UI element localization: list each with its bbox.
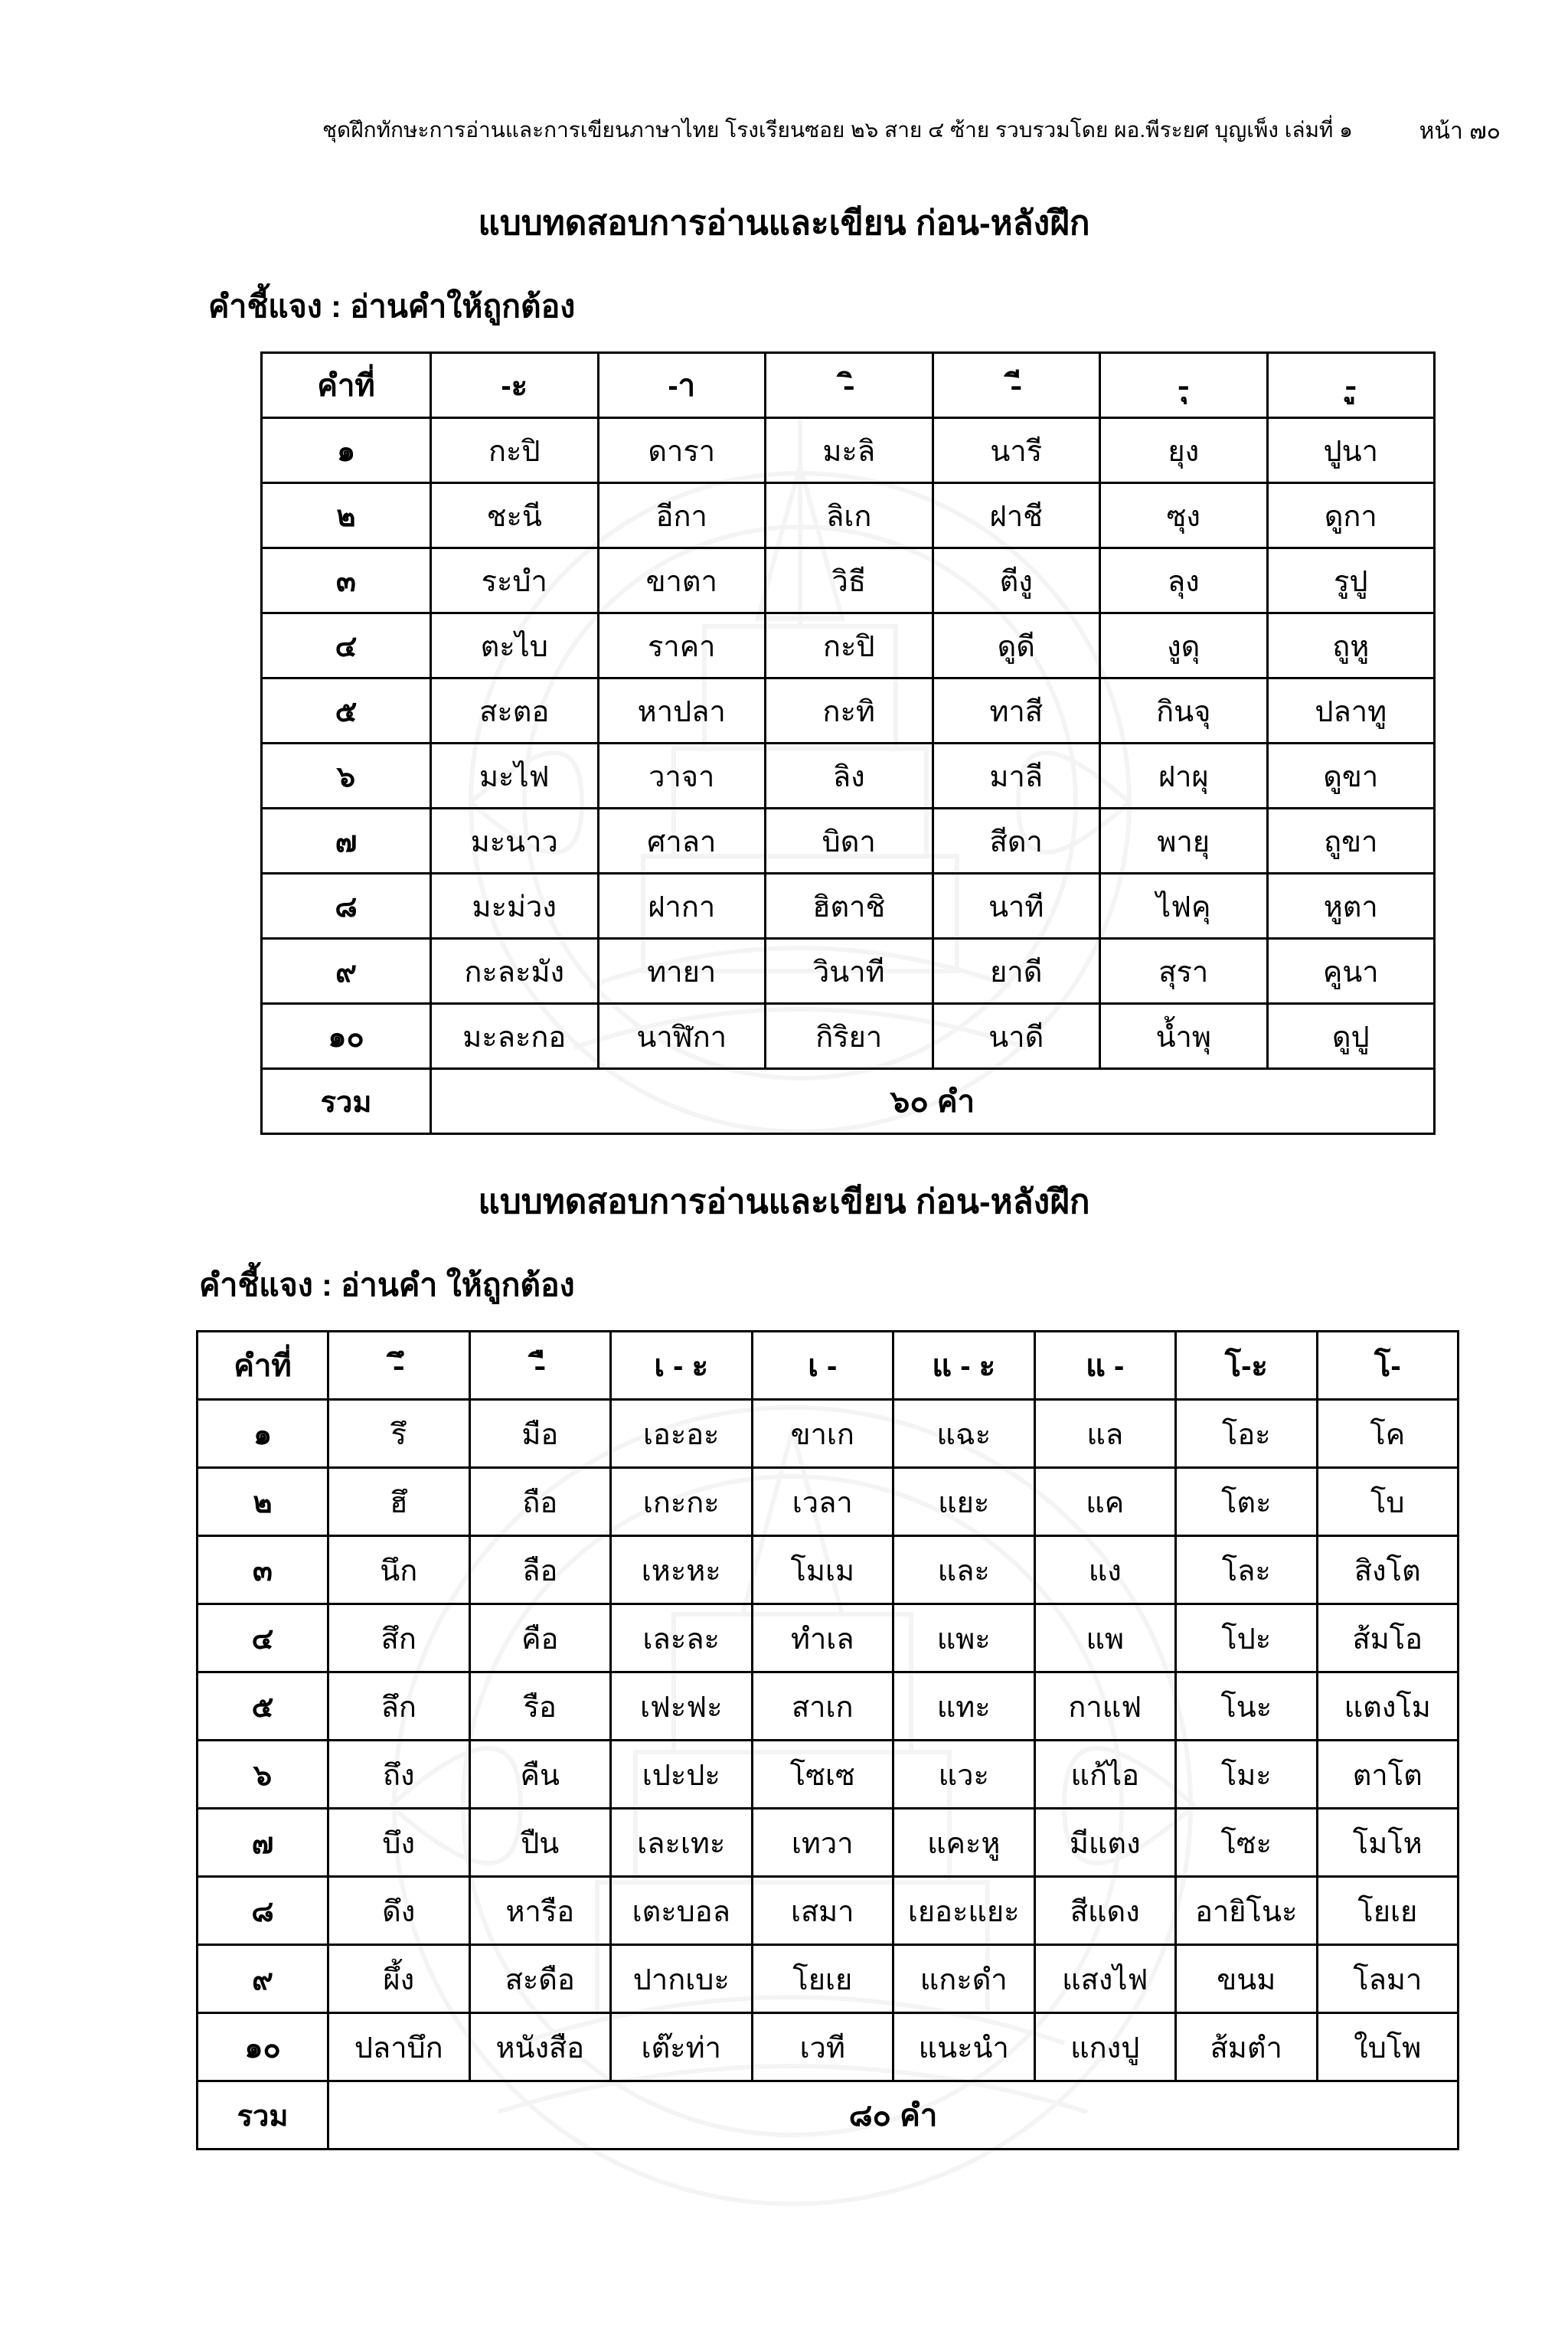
row-number: ๖	[198, 1741, 328, 1809]
word-cell: ลุง	[1100, 548, 1268, 613]
table-row	[262, 613, 1435, 678]
word-cell: ลือ	[469, 1536, 611, 1604]
word-cell: ดูดี	[933, 613, 1100, 678]
col-header-vowel: เ -	[752, 1332, 893, 1400]
word-cell: มะม่วง	[431, 874, 599, 939]
table-row	[198, 1604, 1459, 1672]
word-cell: มีแตง	[1034, 1809, 1176, 1877]
total-row	[198, 2081, 1459, 2150]
col-header-vowel: แ -	[1034, 1332, 1176, 1400]
word-cell: เตะบอล	[611, 1877, 753, 1945]
total-label: รวม	[262, 1069, 431, 1134]
word-cell: เวที	[752, 2013, 893, 2081]
word-cell: แนะนำ	[893, 2013, 1035, 2081]
page	[0, 113, 1568, 2150]
word-cell: นาที	[933, 874, 1100, 939]
word-cell: น้ำพุ	[1100, 1004, 1268, 1069]
table-row	[262, 483, 1435, 548]
word-cell: คืน	[469, 1741, 611, 1809]
word-cell: ซุง	[1100, 483, 1268, 548]
word-cell: ปูนา	[1267, 418, 1435, 483]
row-number: ๕	[198, 1672, 328, 1741]
row-number: ๖	[262, 744, 431, 809]
word-cell: โมะ	[1176, 1741, 1318, 1809]
word-cell: มาลี	[933, 744, 1100, 809]
word-cell: สีแดง	[1034, 1877, 1176, 1945]
pretest-table-compound-vowels	[196, 1330, 1459, 2150]
word-cell: มะลิ	[766, 418, 933, 483]
word-cell: ไฟคุ	[1100, 874, 1268, 939]
word-cell: ปลาบึก	[328, 2013, 470, 2081]
word-cell: สุรา	[1100, 939, 1268, 1004]
word-cell: ฝาผุ	[1100, 744, 1268, 809]
word-cell: โมโห	[1317, 1809, 1459, 1877]
table-row	[262, 874, 1435, 939]
word-cell: มือ	[469, 1400, 611, 1468]
row-number: ๑๐	[198, 2013, 328, 2081]
word-cell: แทะ	[893, 1672, 1035, 1741]
word-cell: โซเซ	[752, 1741, 893, 1809]
col-header-vowel: -า	[598, 353, 766, 418]
col-header-vowel: -ื	[469, 1332, 611, 1400]
word-cell: มะละกอ	[431, 1004, 599, 1069]
word-cell: กินจุ	[1100, 678, 1268, 744]
row-number: ๕	[262, 678, 431, 744]
word-cell: แตงโม	[1317, 1672, 1459, 1741]
table-row	[198, 1672, 1459, 1741]
word-cell: แยะ	[893, 1468, 1035, 1536]
row-number: ๑	[198, 1400, 328, 1468]
word-cell: ขนม	[1176, 1945, 1318, 2013]
word-cell: ปากเบะ	[611, 1945, 753, 2013]
total-value: ๘๐ คำ	[328, 2081, 1459, 2150]
header-row	[262, 353, 1435, 418]
row-number: ๘	[198, 1877, 328, 1945]
table-row	[198, 2013, 1459, 2081]
word-cell: ฮึ	[328, 1468, 470, 1536]
word-cell: นาดี	[933, 1004, 1100, 1069]
table-row	[198, 1468, 1459, 1536]
word-cell: ปลาทู	[1267, 678, 1435, 744]
table-row	[262, 678, 1435, 744]
col-header-vowel: -ะ	[431, 353, 599, 418]
header-text: ชุดฝึกทักษะการอ่านและการเขียนภาษาไทย โรงเรียนซอย ๒๖ สาย ๔ ซ้าย รวบรวมโดย ผอ.พีระยศ บุญเพ็ง เล่มที่ ๑	[322, 118, 1353, 142]
word-cell: กิริยา	[766, 1004, 933, 1069]
col-header-vowel: -ึ	[328, 1332, 470, 1400]
word-cell: โตะ	[1176, 1468, 1318, 1536]
document-header	[0, 113, 1568, 147]
word-cell: สะตอ	[431, 678, 599, 744]
word-cell: แฉะ	[893, 1400, 1035, 1468]
total-label: รวม	[198, 2081, 328, 2150]
word-cell: กะปิ	[766, 613, 933, 678]
word-cell: โยเย	[1317, 1877, 1459, 1945]
word-cell: หนังสือ	[469, 2013, 611, 2081]
word-cell: ตาโต	[1317, 1741, 1459, 1809]
word-cell: โอะ	[1176, 1400, 1318, 1468]
word-cell: เยอะแยะ	[893, 1877, 1035, 1945]
word-cell: นึก	[328, 1536, 470, 1604]
row-number: ๘	[262, 874, 431, 939]
word-cell: รูปู	[1267, 548, 1435, 613]
word-cell: แกงปู	[1034, 2013, 1176, 2081]
word-cell: สึก	[328, 1604, 470, 1672]
word-cell: งูดุ	[1100, 613, 1268, 678]
header-row	[198, 1332, 1459, 1400]
word-cell: ปืน	[469, 1809, 611, 1877]
word-cell: ชะนี	[431, 483, 599, 548]
table-row	[262, 809, 1435, 874]
row-number: ๑	[262, 418, 431, 483]
word-cell: โซะ	[1176, 1809, 1318, 1877]
word-cell: มะไฟ	[431, 744, 599, 809]
word-cell: ขาตา	[598, 548, 766, 613]
row-number: ๙	[198, 1945, 328, 2013]
word-cell: ดูขา	[1267, 744, 1435, 809]
table-row	[262, 744, 1435, 809]
word-cell: ใบโพ	[1317, 2013, 1459, 2081]
table-row	[198, 1945, 1459, 2013]
col-header-vowel: โ-ะ	[1176, 1332, 1318, 1400]
total-value: ๖๐ คำ	[431, 1069, 1435, 1134]
word-cell: ผึ้ง	[328, 1945, 470, 2013]
table-row	[198, 1536, 1459, 1604]
row-number: ๗	[198, 1809, 328, 1877]
col-header-vowel: โ-	[1317, 1332, 1459, 1400]
word-cell: โค	[1317, 1400, 1459, 1468]
word-cell: เหะหะ	[611, 1536, 753, 1604]
word-cell: ยาดี	[933, 939, 1100, 1004]
word-cell: เฟะฟะ	[611, 1672, 753, 1741]
row-number: ๔	[262, 613, 431, 678]
word-cell: แง	[1034, 1536, 1176, 1604]
word-cell: และ	[893, 1536, 1035, 1604]
word-cell: ถูหู	[1267, 613, 1435, 678]
row-number: ๑๐	[262, 1004, 431, 1069]
word-cell: ระบำ	[431, 548, 599, 613]
word-cell: แวะ	[893, 1741, 1035, 1809]
word-cell: โลมา	[1317, 1945, 1459, 2013]
word-cell: แก้ไอ	[1034, 1741, 1176, 1809]
word-cell: เกะกะ	[611, 1468, 753, 1536]
col-header-vowel: -ิ	[766, 353, 933, 418]
word-cell: โละ	[1176, 1536, 1318, 1604]
col-header-word-number: คำที่	[198, 1332, 328, 1400]
word-cell: ดารา	[598, 418, 766, 483]
word-cell: ลิง	[766, 744, 933, 809]
word-cell: ฮิตาชิ	[766, 874, 933, 939]
word-cell: ลิเก	[766, 483, 933, 548]
word-cell: แค	[1034, 1468, 1176, 1536]
word-cell: แกะดำ	[893, 1945, 1035, 2013]
table-row	[262, 1004, 1435, 1069]
col-header-vowel: เ - ะ	[611, 1332, 753, 1400]
word-cell: รึ	[328, 1400, 470, 1468]
row-number: ๓	[262, 548, 431, 613]
word-cell: ฝาชี	[933, 483, 1100, 548]
word-cell: หาปลา	[598, 678, 766, 744]
word-cell: วินาที	[766, 939, 933, 1004]
col-header-vowel: -ู	[1267, 353, 1435, 418]
word-cell: ลึก	[328, 1672, 470, 1741]
table-row	[198, 1877, 1459, 1945]
total-row	[262, 1069, 1435, 1134]
word-cell: ทาสี	[933, 678, 1100, 744]
word-cell: ถือ	[469, 1468, 611, 1536]
word-cell: สิงโต	[1317, 1536, 1459, 1604]
word-cell: เละละ	[611, 1604, 753, 1672]
word-cell: รือ	[469, 1672, 611, 1741]
word-cell: เปะปะ	[611, 1741, 753, 1809]
word-cell: แล	[1034, 1400, 1176, 1468]
word-cell: วิธี	[766, 548, 933, 613]
word-cell: เวลา	[752, 1468, 893, 1536]
table-row	[198, 1809, 1459, 1877]
row-number: ๙	[262, 939, 431, 1004]
table-row	[262, 548, 1435, 613]
section2-instruction: คำชี้แจง : อ่านคำ ให้ถูกต้อง	[199, 1267, 575, 1303]
word-cell: ส้มโอ	[1317, 1604, 1459, 1672]
word-cell: แพ	[1034, 1604, 1176, 1672]
word-cell: บึง	[328, 1809, 470, 1877]
row-number: ๒	[198, 1468, 328, 1536]
word-cell: ทายา	[598, 939, 766, 1004]
col-header-vowel: -ี	[933, 353, 1100, 418]
word-cell: เละเทะ	[611, 1809, 753, 1877]
table-row	[262, 939, 1435, 1004]
pretest-table-simple-vowels	[260, 351, 1436, 1135]
word-cell: ยุง	[1100, 418, 1268, 483]
word-cell: ขาเก	[752, 1400, 893, 1468]
col-header-vowel: แ - ะ	[893, 1332, 1035, 1400]
word-cell: สาเก	[752, 1672, 893, 1741]
word-cell: คูนา	[1267, 939, 1435, 1004]
word-cell: เอะอะ	[611, 1400, 753, 1468]
word-cell: ส้มตำ	[1176, 2013, 1318, 2081]
table-row	[198, 1400, 1459, 1468]
word-cell: นารี	[933, 418, 1100, 483]
word-cell: แพะ	[893, 1604, 1035, 1672]
word-cell: ราคา	[598, 613, 766, 678]
row-number: ๓	[198, 1536, 328, 1604]
word-cell: โนะ	[1176, 1672, 1318, 1741]
word-cell: กะทิ	[766, 678, 933, 744]
col-header-word-number: คำที่	[262, 353, 431, 418]
word-cell: กะละมัง	[431, 939, 599, 1004]
row-number: ๗	[262, 809, 431, 874]
row-number: ๒	[262, 483, 431, 548]
word-cell: หูตา	[1267, 874, 1435, 939]
word-cell: หารือ	[469, 1877, 611, 1945]
word-cell: ดูกา	[1267, 483, 1435, 548]
word-cell: วาจา	[598, 744, 766, 809]
word-cell: เทวา	[752, 1809, 893, 1877]
section2-title: แบบทดสอบการอ่านและเขียน ก่อน-หลังฝึก	[478, 1183, 1090, 1221]
word-cell: โยเย	[752, 1945, 893, 2013]
word-cell: คือ	[469, 1604, 611, 1672]
word-cell: กะปิ	[431, 418, 599, 483]
word-cell: พายุ	[1100, 809, 1268, 874]
col-header-vowel: -ุ	[1100, 353, 1268, 418]
word-cell: อีกา	[598, 483, 766, 548]
page-number: หน้า ๗๐	[1419, 119, 1501, 144]
word-cell: มะนาว	[431, 809, 599, 874]
word-cell: ถึง	[328, 1741, 470, 1809]
word-cell: แคะหู	[893, 1809, 1035, 1877]
word-cell: ศาลา	[598, 809, 766, 874]
word-cell: ถูขา	[1267, 809, 1435, 874]
word-cell: แสงไฟ	[1034, 1945, 1176, 2013]
word-cell: เต๊ะท่า	[611, 2013, 753, 2081]
table-row	[262, 418, 1435, 483]
word-cell: ตะไบ	[431, 613, 599, 678]
row-number: ๔	[198, 1604, 328, 1672]
word-cell: โมเม	[752, 1536, 893, 1604]
word-cell: นาฬิกา	[598, 1004, 766, 1069]
word-cell: โปะ	[1176, 1604, 1318, 1672]
word-cell: ฝากา	[598, 874, 766, 939]
table-row	[198, 1741, 1459, 1809]
word-cell: ดูปู	[1267, 1004, 1435, 1069]
section1-title: แบบทดสอบการอ่านและเขียน ก่อน-หลังฝึก	[478, 204, 1090, 242]
word-cell: สะดือ	[469, 1945, 611, 2013]
word-cell: บิดา	[766, 809, 933, 874]
word-cell: กาแฟ	[1034, 1672, 1176, 1741]
word-cell: โบ	[1317, 1468, 1459, 1536]
word-cell: ทำเล	[752, 1604, 893, 1672]
word-cell: อายิโนะ	[1176, 1877, 1318, 1945]
word-cell: ตีงู	[933, 548, 1100, 613]
word-cell: สีดา	[933, 809, 1100, 874]
section1-instruction: คำชี้แจง : อ่านคำให้ถูกต้อง	[208, 289, 576, 324]
word-cell: เสมา	[752, 1877, 893, 1945]
word-cell: ดึง	[328, 1877, 470, 1945]
